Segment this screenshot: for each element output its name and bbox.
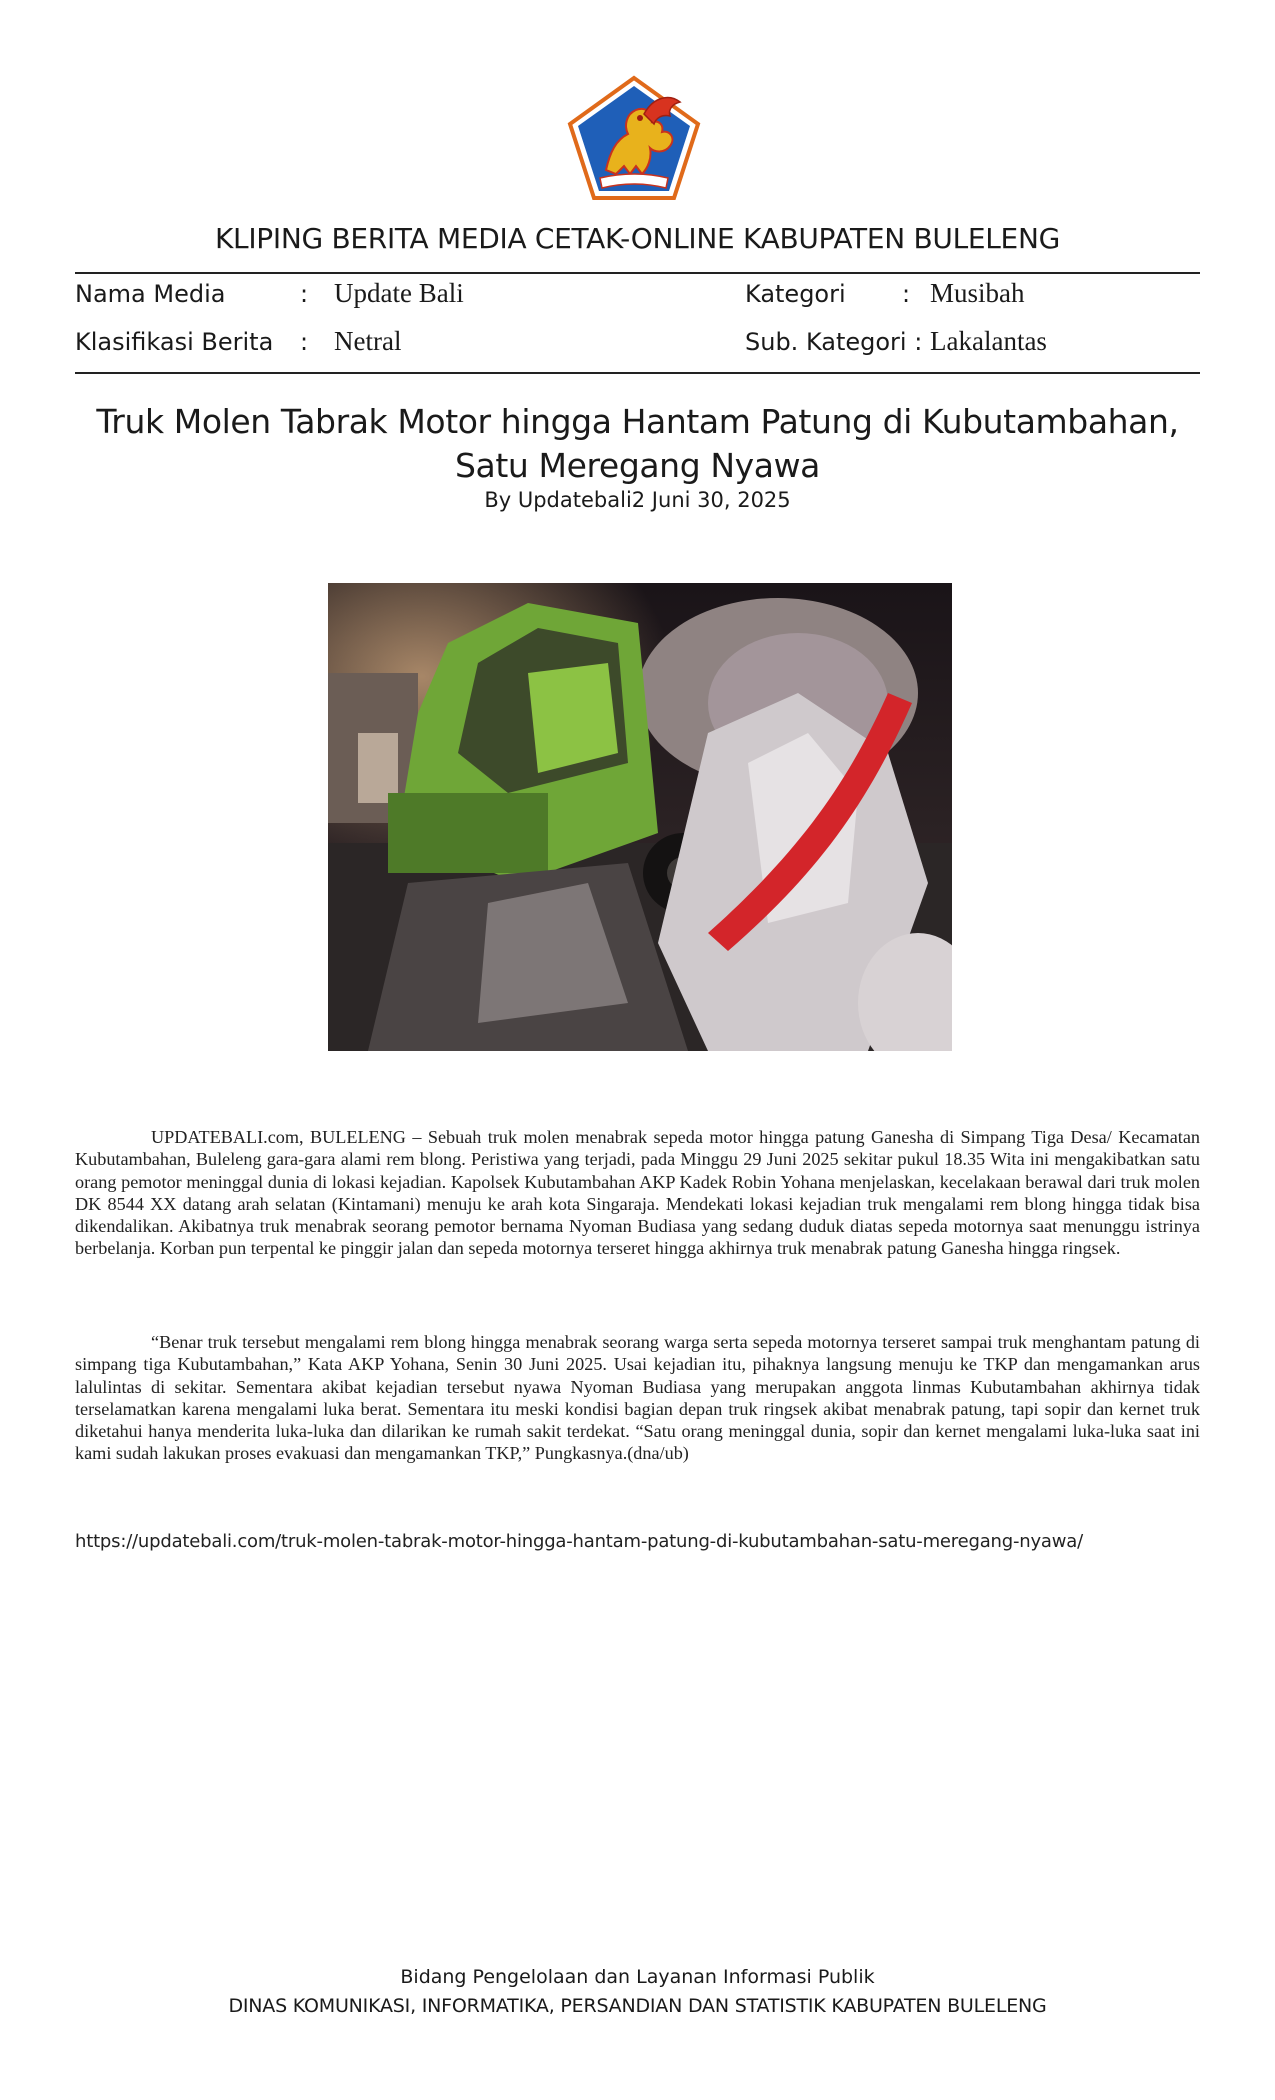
source-url: https://updatebali.com/truk-molen-tabrak-motor-hingga-hantam-patung-di-kubutambahan-satu-meregang-nyawa/ (75, 1531, 1083, 1552)
footer-division: Bidang Pengelolaan dan Layanan Informasi Publik (400, 1966, 875, 1988)
media-name-colon: : (300, 280, 309, 308)
article-paragraph-1 (75, 1126, 1200, 1260)
article-title-line-1: Truk Molen Tabrak Motor hingga Hantam Patung di Kubutambahan, (96, 402, 1179, 441)
category-value: Musibah (930, 278, 1025, 308)
media-name-label: Nama Media (75, 280, 226, 308)
regency-logo (566, 74, 702, 202)
article-paragraph-2-text: “Benar truk tersebut mengalami rem blong hingga menabrak seorang warga serta sepeda motornya terseret sampai truk menghantam patung di simpang tiga Kubutambahan,” Kata AKP Yohana, Senin 30 Juni 2025. Usai kejadian itu, pihaknya langsung menuju ke TKP dan mengamankan arus lalulintas di sekitar. Sementara akibat kejadian tersebut nyawa Nyoman Budiasa yang merupakan anggota linmas Kubutambahan akhirnya tidak terselamatkan karena mengalami luka berat. Sementara itu meski kondisi bagian depan truk ringsek akibat menabrak patung, tapi sopir dan kernet truk diketahui hanya menderita luka-luka dan dilarikan ke rumah sakit terdekat. “Satu orang meninggal dunia, sopir dan kernet mengalami luka-luka saat ini kami sudah lakukan proses evakuasi dan mengamankan TKP,” Pungkasnya.(dna/ub) (75, 1332, 1200, 1464)
classification-colon: : (300, 328, 309, 356)
article-photo (328, 583, 952, 1051)
classification-value: Netral (334, 326, 402, 356)
article-title-line-2: Satu Meregang Nyawa (454, 446, 820, 485)
singa-ambara-raja-emblem-icon (566, 74, 702, 202)
footer-agency: DINAS KOMUNIKASI, INFORMATIKA, PERSANDIAN DAN STATISTIK KABUPATEN BULELENG (228, 1995, 1047, 2017)
article-paragraph-2 (75, 1331, 1200, 1465)
header-divider-top (75, 272, 1200, 274)
article-byline: By Updatebali2 Juni 30, 2025 (484, 488, 791, 512)
media-name-value: Update Bali (334, 278, 464, 308)
header-divider-bottom (75, 372, 1200, 374)
category-colon: : (902, 280, 911, 308)
article-title (75, 400, 1200, 488)
subcategory-label: Sub. Kategori : (745, 328, 923, 356)
classification-label: Klasifikasi Berita (75, 328, 274, 356)
subcategory-value: Lakalantas (930, 326, 1047, 356)
clipping-header-title: KLIPING BERITA MEDIA CETAK-ONLINE KABUPATEN BULELENG (214, 222, 1060, 255)
article-paragraph-1-text: UPDATEBALI.com, BULELENG – Sebuah truk molen menabrak sepeda motor hingga patung Ganesha di Simpang Tiga Desa/ Kecamatan Kubutambahan, Buleleng gara-gara alami rem blong. Peristiwa yang terjadi, pada Minggu 29 Juni 2025 sekitar pukul 18.35 Wita ini mengakibatkan satu orang pemotor meninggal dunia di lokasi kejadian. Kapolsek Kubutambahan AKP Kadek Robin Yohana menjelaskan, kecelakaan berawal dari truk molen DK 8544 XX datang arah selatan (Kintamani) menuju ke arah kota Singaraja. Mendekati lokasi kejadian truk mengalami rem blong hingga tidak bisa dikendalikan. Akibatnya truk menabrak seorang pemotor bernama Nyoman Budiasa yang sedang duduk diatas sepeda motornya saat menunggu istrinya berbelanja. Korban pun terpental ke pinggir jalan dan sepeda motornya terseret hingga akhirnya truk menabrak patung Ganesha hingga ringsek. (75, 1127, 1200, 1259)
category-label: Kategori (745, 280, 846, 308)
